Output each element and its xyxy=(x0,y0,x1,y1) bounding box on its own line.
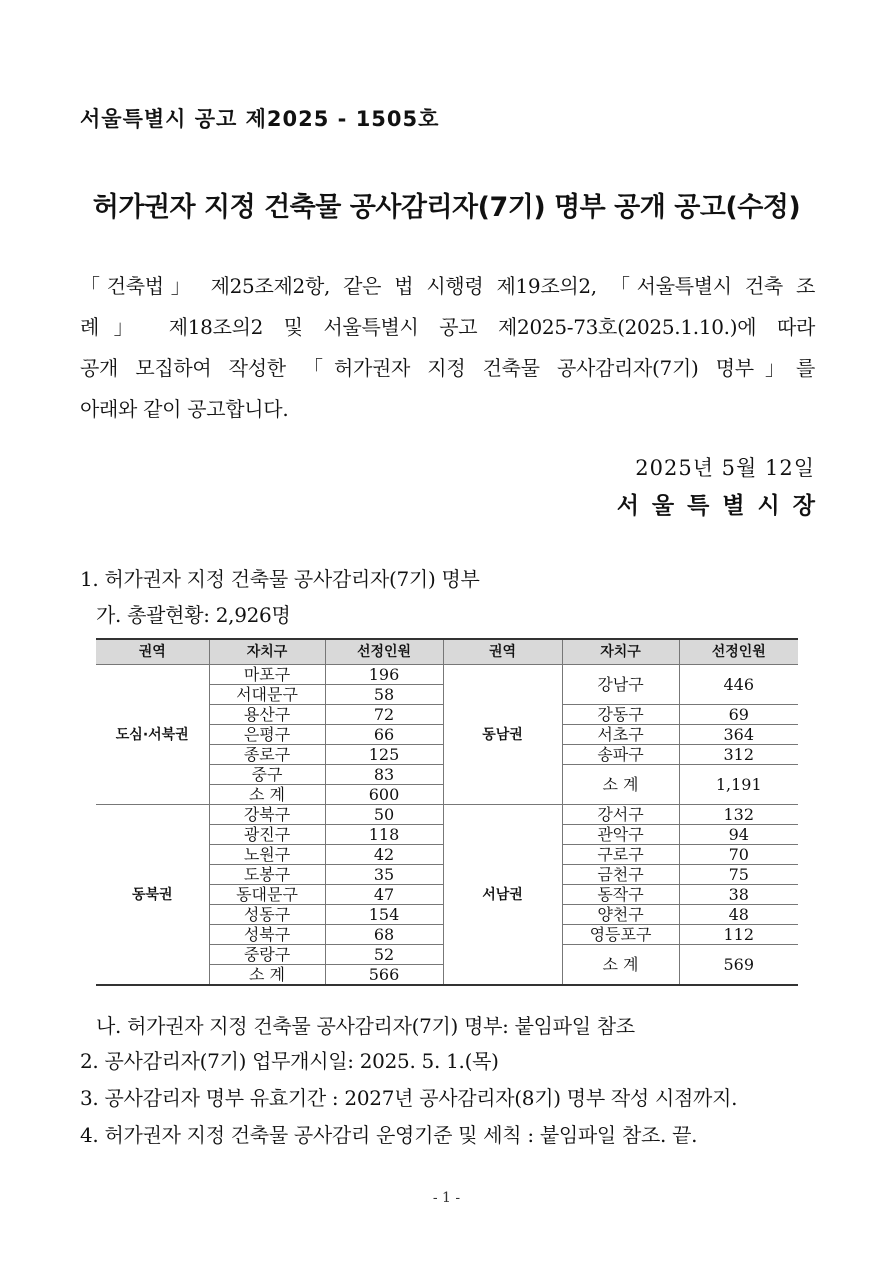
region-cell: 동북권 xyxy=(96,805,209,986)
district-cell: 영등포구 xyxy=(562,925,679,945)
count-cell: 83 xyxy=(325,765,443,785)
header-district: 자치구 xyxy=(209,639,325,665)
district-cell: 성북구 xyxy=(209,925,325,945)
district-cell: 양천구 xyxy=(562,905,679,925)
district-cell: 금천구 xyxy=(562,865,679,885)
section-2-heading: 2. 공사감리자(7기) 업무개시일: 2025. 5. 1.(목) xyxy=(80,1049,499,1073)
intro-line-2: 례」 제18조의2 및 서울특별시 공고 제2025-73호(2025.1.10.)에 따라 xyxy=(80,315,815,339)
subtotal-count: 569 xyxy=(679,945,798,986)
count-cell: 38 xyxy=(679,885,798,905)
district-cell: 노원구 xyxy=(209,845,325,865)
count-cell: 75 xyxy=(679,865,798,885)
subtotal-count: 600 xyxy=(325,785,443,805)
header-count: 선정인원 xyxy=(325,639,443,665)
count-cell: 68 xyxy=(325,925,443,945)
district-cell: 광진구 xyxy=(209,825,325,845)
district-cell: 종로구 xyxy=(209,745,325,765)
count-cell: 58 xyxy=(325,685,443,705)
count-cell: 70 xyxy=(679,845,798,865)
header-count: 선정인원 xyxy=(679,639,798,665)
count-cell: 72 xyxy=(325,705,443,725)
notice-date: 2025년 5월 12일 xyxy=(635,456,815,480)
district-cell: 서대문구 xyxy=(209,685,325,705)
table-row xyxy=(96,805,798,825)
header-region: 권역 xyxy=(443,639,562,665)
count-cell: 48 xyxy=(679,905,798,925)
subtotal-count: 1,191 xyxy=(679,765,798,805)
district-cell: 구로구 xyxy=(562,845,679,865)
district-cell: 성동구 xyxy=(209,905,325,925)
notice-number: 서울특별시 공고 제2025 - 1505호 xyxy=(80,107,440,131)
count-cell: 446 xyxy=(679,665,798,705)
district-cell: 강북구 xyxy=(209,805,325,825)
region-cell: 서남권 xyxy=(443,805,562,986)
count-cell: 69 xyxy=(679,705,798,725)
subtotal-label: 소 계 xyxy=(562,765,679,805)
count-cell: 196 xyxy=(325,665,443,685)
count-cell: 118 xyxy=(325,825,443,845)
section-1b-heading: 나. 허가권자 지정 건축물 공사감리자(7기) 명부: 붙임파일 참조 xyxy=(96,1014,635,1038)
section-1a-heading: 가. 총괄현황: 2,926명 xyxy=(96,603,291,627)
count-cell: 364 xyxy=(679,725,798,745)
district-cell: 송파구 xyxy=(562,745,679,765)
count-cell: 125 xyxy=(325,745,443,765)
district-cell: 은평구 xyxy=(209,725,325,745)
district-cell: 동대문구 xyxy=(209,885,325,905)
region-cell: 동남권 xyxy=(443,665,562,805)
district-cell: 서초구 xyxy=(562,725,679,745)
district-cell: 동작구 xyxy=(562,885,679,905)
count-cell: 42 xyxy=(325,845,443,865)
subtotal-label: 소 계 xyxy=(209,785,325,805)
count-cell: 47 xyxy=(325,885,443,905)
count-cell: 154 xyxy=(325,905,443,925)
count-cell: 94 xyxy=(679,825,798,845)
district-cell: 강동구 xyxy=(562,705,679,725)
section-3-heading: 3. 공사감리자 명부 유효기간 : 2027년 공사감리자(8기) 명부 작성 시점까지. xyxy=(80,1086,738,1110)
count-cell: 66 xyxy=(325,725,443,745)
selection-summary-table xyxy=(96,638,798,986)
intro-line-3: 공개 모집하여 작성한 「허가권자 지정 건축물 공사감리자(7기) 명부」를 xyxy=(80,356,815,380)
district-cell: 중랑구 xyxy=(209,945,325,965)
intro-line-1: 「건축법」 제25조제2항, 같은 법 시행령 제19조의2, 「서울특별시 건축 조 xyxy=(80,274,815,298)
page-title: 허가권자 지정 건축물 공사감리자(7기) 명부 공개 공고(수정) xyxy=(92,192,801,223)
district-cell: 마포구 xyxy=(209,665,325,685)
count-cell: 112 xyxy=(679,925,798,945)
count-cell: 312 xyxy=(679,745,798,765)
header-district: 자치구 xyxy=(562,639,679,665)
table-row xyxy=(96,665,798,685)
subtotal-count: 566 xyxy=(325,965,443,986)
table-header-row xyxy=(96,639,798,665)
district-cell: 강남구 xyxy=(562,665,679,705)
subtotal-label: 소 계 xyxy=(562,945,679,986)
count-cell: 132 xyxy=(679,805,798,825)
page-number: - 1 - xyxy=(432,1190,461,1206)
subtotal-label: 소 계 xyxy=(209,965,325,986)
district-cell: 용산구 xyxy=(209,705,325,725)
count-cell: 35 xyxy=(325,865,443,885)
section-4-heading: 4. 허가권자 지정 건축물 공사감리 운영기준 및 세칙 : 붙임파일 참조. 끝. xyxy=(80,1123,698,1147)
section-1-heading: 1. 허가권자 지정 건축물 공사감리자(7기) 명부 xyxy=(80,567,480,591)
district-cell: 도봉구 xyxy=(209,865,325,885)
district-cell: 강서구 xyxy=(562,805,679,825)
district-cell: 중구 xyxy=(209,765,325,785)
header-region: 권역 xyxy=(96,639,209,665)
issuer-name: 서울특별시장 xyxy=(616,492,828,519)
count-cell: 52 xyxy=(325,945,443,965)
intro-line-4: 아래와 같이 공고합니다. xyxy=(80,397,289,421)
count-cell: 50 xyxy=(325,805,443,825)
region-cell: 도심·서북권 xyxy=(96,665,209,805)
district-cell: 관악구 xyxy=(562,825,679,845)
